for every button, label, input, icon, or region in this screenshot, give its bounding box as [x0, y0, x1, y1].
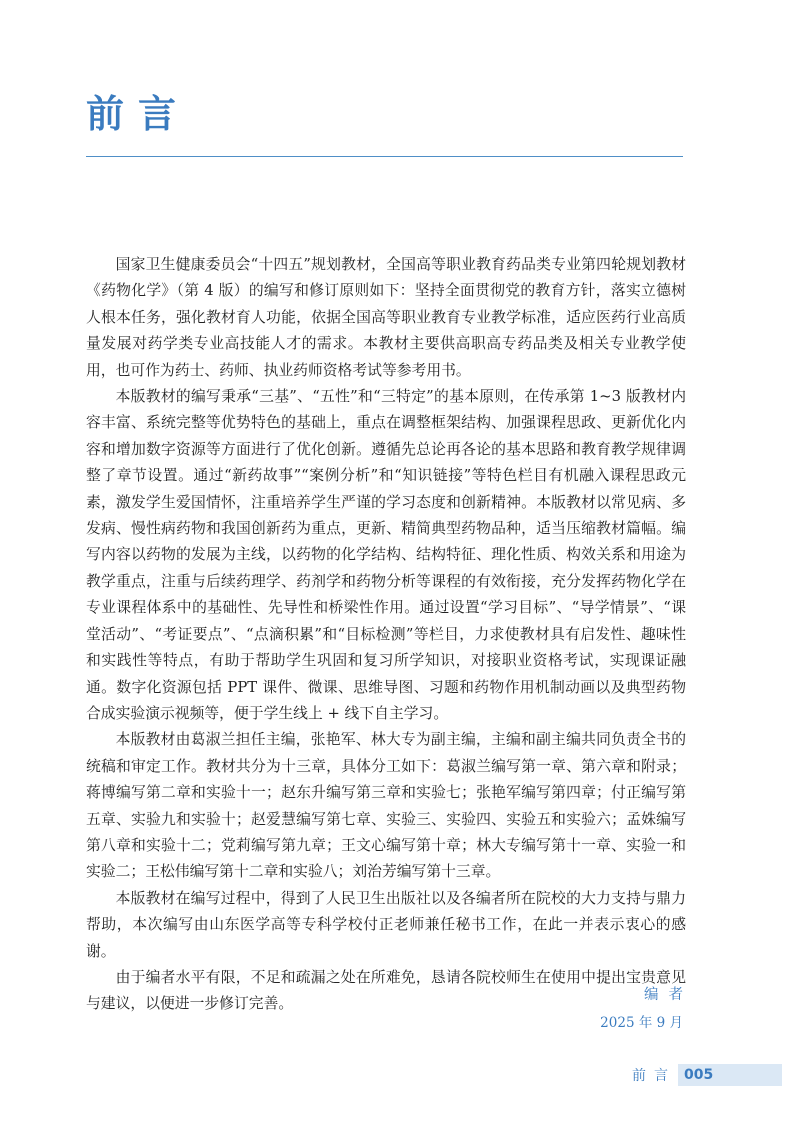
paragraph-1: 国家卫生健康委员会“十四五”规划教材，全国高等职业教育药品类专业第四轮规划教材《药物化学》（第 4 版）的编写和修订原则如下：坚持全面贯彻党的教育方针，落实立德树人根本任务，强化教材育人功能，依据全国高等职业教育专业教学标准，适应医药行业高质量发展对药学类专业高技能人才的需求。本教材主要供高职高专药品类及相关专业教学使用，也可作为药士、药师、执业药师资格考试等参考用书。	[86, 256, 686, 379]
title-rule	[86, 156, 683, 157]
paragraph-2: 本版教材的编写秉承“三基”、“五性”和“三特定”的基本原则，在传承第 1~3 版教材内容丰富、系统完整等优势特色的基础上，重点在调整框架结构、加强课程思政、更新优化内容和增加数字资源等方面进行了优化创新。遵循先总论再各论的基本思路和教育教学规律调整了章节设置。通过“新药故事”“案例分析”和“知识链接”等特色栏目有机融入课程思政元素，激发学生爱国情怀，注重培养学生严谨的学习态度和创新精神。本版教材以常见病、多发病、慢性病药物和我国创新药为重点，更新、精简典型药物品种，适当压缩教材篇幅。编写内容以药物的发展为主线，以药物的化学结构、结构特征、理化性质、构效关系和用途为教学重点，注重与后续药理学、药剂学和药物分析等课程的有效衔接，充分发挥药物化学在专业课程体系中的基础性、先导性和桥梁性作用。通过设置“学习目标”、“导学情景”、“课堂活动”、“考证要点”、“点滴积累”和“目标检测”等栏目，力求使教材具有启发性、趣味性和实践性等特点，有助于帮助学生巩固和复习所学知识，对接职业资格考试，实现课证融通。数字化资源包括 PPT 课件、微课、思维导图、习题和药物作用机制动画以及典型药物合成实验演示视频等，便于学生线上 + 线下自主学习。	[86, 388, 686, 722]
signature-editor: 编者	[644, 987, 693, 1003]
signature-block	[600, 983, 693, 1035]
paragraph-4: 本版教材在编写过程中，得到了人民卫生出版社以及各编者所在院校的大力支持与鼎力帮助，本次编写由山东医学高等专科学校付正老师兼任秘书工作，在此一并表示衷心的感谢。	[86, 889, 686, 960]
footer-section-label: 前言	[632, 1068, 676, 1084]
footer-page-number: 005	[678, 1064, 782, 1086]
preface-body	[86, 252, 686, 1018]
page-footer	[632, 1064, 782, 1086]
paragraph-5: 由于编者水平有限，不足和疏漏之处在所难免，恳请各院校师生在使用中提出宝贵意见与建议，以便进一步修订完善。	[86, 968, 686, 1013]
page-title: 前言	[86, 92, 191, 136]
signature-date: 2025 年 9 月	[600, 1015, 683, 1031]
paragraph-3: 本版教材由葛淑兰担任主编，张艳军、林大专为副主编，主编和副主编共同负责全书的统稿和审定工作。教材共分为十三章，具体分工如下：葛淑兰编写第一章、第六章和附录；蒋博编写第二章和实验十一；赵东升编写第三章和实验七；张艳军编写第四章；付正编写第五章、实验九和实验十；赵爱慧编写第七章、实验三、实验四、实验五和实验六；孟姝编写第八章和实验十二；党莉编写第九章；王文心编写第十章；林大专编写第十一章、实验一和实验二；王松伟编写第十二章和实验八；刘治芳编写第十三章。	[86, 731, 686, 881]
